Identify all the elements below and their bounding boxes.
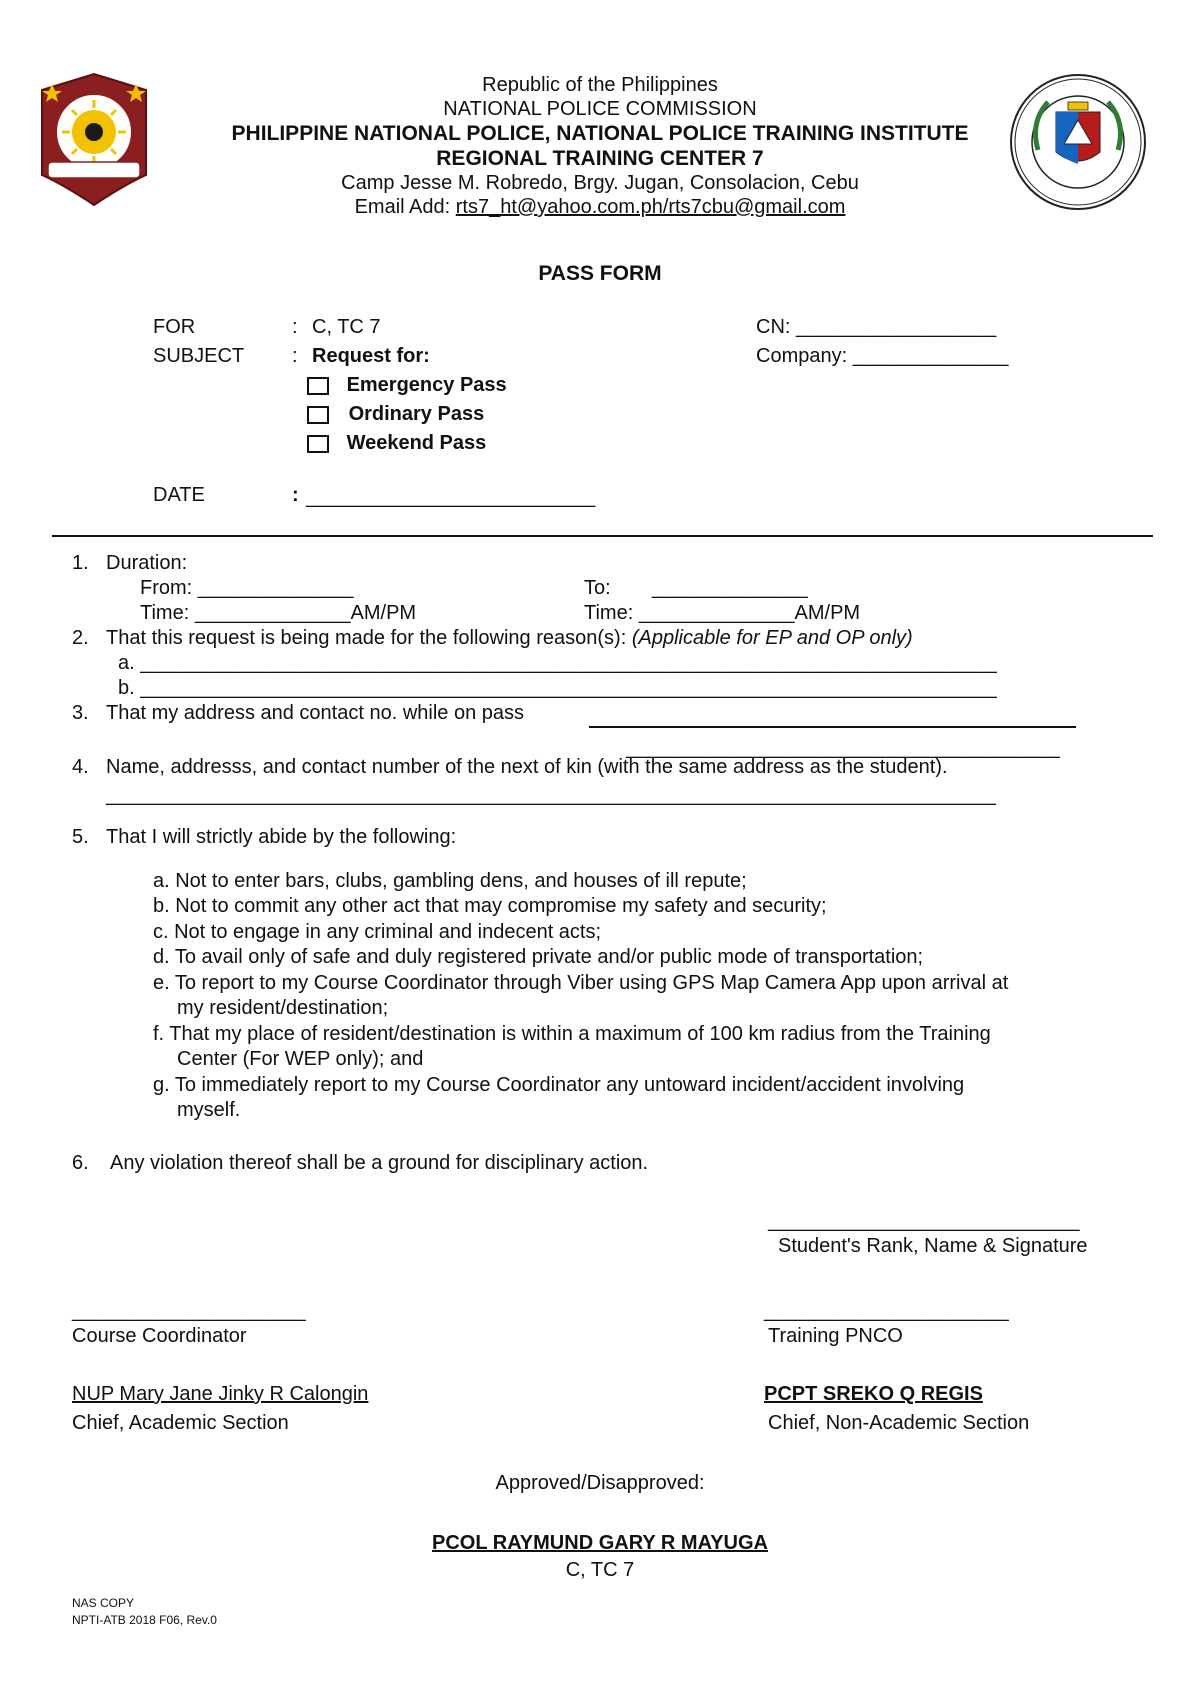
student-signature-label: Student's Rank, Name & Signature (778, 1235, 1088, 1257)
date-colon: : (292, 484, 299, 506)
rule-a: a. Not to enter bars, clubs, gambling dens, and houses of ill repute; (153, 870, 747, 892)
item-3-number: 3. (72, 702, 89, 724)
cn-field[interactable]: CN: __________________ (756, 316, 997, 338)
address-line: Camp Jesse M. Robredo, Brgy. Jugan, Consolacion, Cebu (341, 172, 859, 194)
rule-f-cont: Center (For WEP only); and (177, 1048, 424, 1070)
company-field[interactable]: Company: ______________ (756, 345, 1009, 367)
emergency-label: Emergency Pass (346, 374, 507, 396)
email-label: Email Add: (354, 196, 456, 218)
academic-chief-title: Chief, Academic Section (72, 1412, 289, 1434)
time-from-field[interactable]: Time: ______________AM/PM (140, 602, 417, 624)
form-title: PASS FORM (538, 262, 662, 285)
for-value: C, TC 7 (312, 316, 381, 338)
date-label: DATE (153, 484, 205, 506)
course-coordinator-line[interactable]: _____________________ (72, 1300, 306, 1322)
abide-label: That I will strictly abide by the following: (106, 826, 457, 848)
address-label: That my address and contact no. while on pass (106, 702, 525, 724)
approval-label: Approved/Disapproved: (495, 1472, 705, 1494)
time-to-field[interactable]: Time: ______________AM/PM (584, 602, 861, 624)
rule-g: g. To immediately report to my Course Coordinator any untoward incident/accident involving (153, 1074, 965, 1096)
reason-label: That this request is being made for the following reason(s): (106, 627, 632, 649)
item-1-number: 1. (72, 552, 89, 574)
divider (52, 535, 1153, 537)
form-code: NPTI-ATB 2018 F06, Rev.0 (72, 1613, 217, 1627)
address-line-2[interactable]: _______________________________________ (626, 737, 1060, 759)
rule-f: f. That my place of resident/destination is within a maximum of 100 km radius from the Training (153, 1023, 991, 1045)
for-colon: : (292, 316, 298, 338)
email-link[interactable]: rts7_ht@yahoo.com.ph/rts7cbu@gmail.com (455, 196, 846, 218)
rule-c: c. Not to engage in any criminal and indecent acts; (153, 921, 602, 943)
non-academic-chief-title: Chief, Non-Academic Section (768, 1412, 1030, 1434)
item-6-number: 6. (72, 1152, 89, 1174)
reason-a-field[interactable]: a. _____________________________________________________________________________ (118, 652, 997, 674)
rule-g-cont: myself. (177, 1099, 241, 1121)
weekend-checkbox[interactable] (307, 435, 329, 453)
duration-label: Duration: (106, 552, 188, 574)
rule-e: e. To report to my Course Coordinator through Viber using GPS Map Camera App upon arrival at (153, 972, 1009, 994)
commander-name: PCOL RAYMUND GARY R MAYUGA (432, 1532, 768, 1554)
weekend-label: Weekend Pass (346, 432, 487, 454)
from-field[interactable]: From: ______________ (140, 577, 354, 599)
rtc7-line: REGIONAL TRAINING CENTER 7 (436, 147, 764, 170)
reason-text (106, 627, 913, 650)
kin-label: Name, addresss, and contact number of the next of kin (with the same address as the student). (106, 756, 948, 778)
republic-line: Republic of the Philippines (482, 74, 718, 96)
reason-note: (Applicable for EP and OP only) (631, 627, 913, 649)
kin-field[interactable]: ________________________________________________________________________________ (106, 784, 996, 806)
item-5-number: 5. (72, 826, 89, 848)
copy-label: NAS COPY (72, 1596, 135, 1610)
training-pnco-line[interactable]: ______________________ (764, 1300, 1009, 1322)
subject-label: SUBJECT (153, 345, 245, 367)
training-pnco-label: Training PNCO (768, 1325, 903, 1347)
rule-d: d. To avail only of safe and duly registered private and/or public mode of transportation; (153, 946, 924, 968)
ordinary-checkbox[interactable] (307, 406, 329, 424)
to-label: To: (584, 577, 611, 599)
commander-title: C, TC 7 (565, 1559, 635, 1581)
option-emergency[interactable] (307, 374, 507, 397)
academic-chief-name: NUP Mary Jane Jinky R Calongin (72, 1383, 369, 1405)
reason-b-field[interactable]: b. _____________________________________________________________________________ (118, 677, 997, 699)
option-ordinary[interactable] (307, 403, 484, 426)
subject-value: Request for: (312, 345, 430, 367)
emergency-checkbox[interactable] (307, 377, 329, 395)
item-2-number: 2. (72, 627, 89, 649)
for-label: FOR (153, 316, 196, 338)
course-coordinator-label: Course Coordinator (72, 1325, 247, 1347)
date-field[interactable]: __________________________ (306, 486, 596, 508)
student-signature-line[interactable]: ____________________________ (768, 1210, 1080, 1232)
option-weekend[interactable] (307, 432, 486, 455)
rule-e-cont: my resident/destination; (177, 997, 389, 1019)
email-line (0, 196, 1200, 219)
violation-text: Any violation thereof shall be a ground for disciplinary action. (110, 1152, 649, 1174)
rule-b: b. Not to commit any other act that may compromise my safety and security; (153, 895, 827, 917)
ordinary-label: Ordinary Pass (348, 403, 485, 425)
non-academic-chief-name: PCPT SREKO Q REGIS (764, 1383, 983, 1405)
pnp-npti-line: PHILIPPINE NATIONAL POLICE, NATIONAL POLICE TRAINING INSTITUTE (231, 122, 969, 145)
address-line-1[interactable] (589, 726, 1076, 728)
to-field[interactable]: ______________ (652, 577, 808, 599)
subject-colon: : (292, 345, 298, 367)
napolcom-line: NATIONAL POLICE COMMISSION (443, 98, 757, 120)
item-4-number: 4. (72, 756, 89, 778)
